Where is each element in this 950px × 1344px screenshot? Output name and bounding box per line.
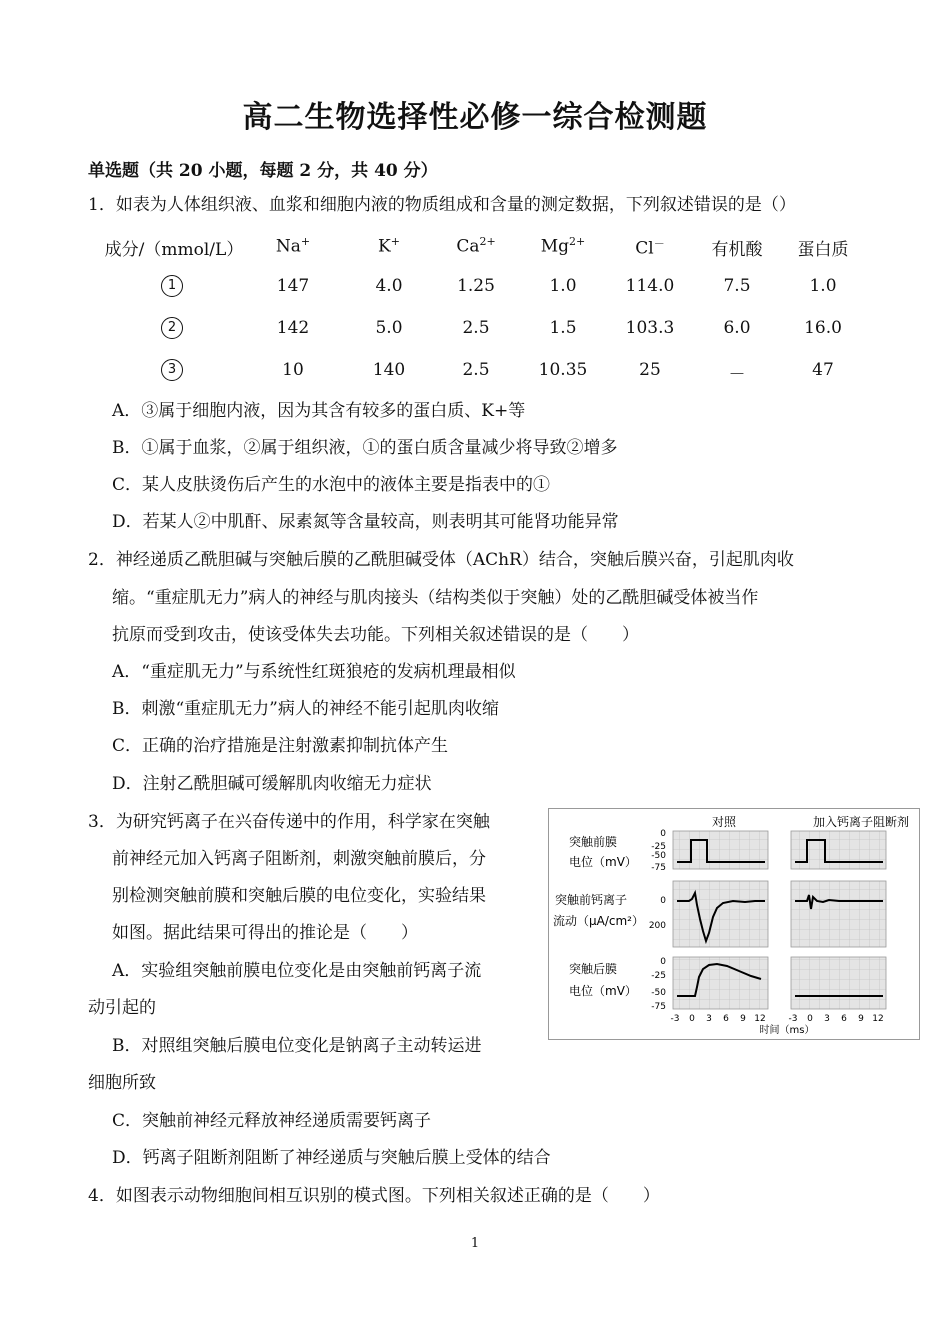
table-cell: 4.0 — [375, 276, 403, 296]
q2-option-d: D．注射乙酰胆碱可缓解肌肉收缩无力症状 — [112, 774, 432, 794]
figure-tick: -75 — [651, 1002, 666, 1012]
figure-row2-label: 流动（μA/cm²） — [553, 914, 644, 928]
table-cell: 5.0 — [375, 318, 403, 338]
figure-row3-label: 突触后膜 — [569, 962, 618, 976]
page-title: 高二生物选择性必修一综合检测题 — [242, 100, 708, 135]
q2-option-a: A．“重症肌无力”与系统性红斑狼疮的发病机理最相似 — [112, 662, 516, 682]
figure-tick: -25 — [651, 842, 666, 852]
plot-panel — [791, 881, 886, 947]
table-cell: 140 — [372, 360, 406, 380]
q3-stem-line3: 别检测突触前膜和突触后膜的电位变化，实验结果 — [112, 886, 486, 906]
figure-row2-label: 突触前钙离子 — [555, 893, 628, 907]
table-cell: 103.3 — [625, 318, 675, 338]
table-cell: 6.0 — [723, 318, 751, 338]
q3-stem-line2: 前神经元加入钙离子阻断剂，刺激突触前膜后，分 — [112, 849, 486, 869]
table-cell: 47 — [812, 360, 834, 380]
q1-option-a: A．③属于细胞内液，因为其含有较多的蛋白质、K+等 — [112, 401, 526, 421]
q3-option-b-line1: B．对照组突触后膜电位变化是钠离子主动转运进 — [112, 1036, 482, 1056]
q1-option-b: B．①属于血浆，②属于组织液，①的蛋白质含量减少将导致②增多 — [112, 438, 618, 458]
table-row-label: 1 — [132, 274, 212, 297]
table-header: K+ — [378, 235, 400, 257]
figure-x-tick: 3 — [824, 1014, 830, 1024]
page-number: 1 — [470, 1236, 480, 1251]
table-header: 蛋白质 — [797, 240, 849, 260]
figure-x-tick: 0 — [689, 1014, 695, 1024]
table-cell: 1.0 — [549, 276, 577, 296]
table-header: Cl－ — [635, 237, 665, 259]
plot-panel — [791, 957, 886, 1009]
table-cell: 147 — [276, 276, 310, 296]
table-cell: 1.25 — [457, 276, 495, 296]
q4-stem: 4．如图表示动物细胞间相互识别的模式图。下列相关叙述正确的是（ ） — [88, 1186, 660, 1206]
table-cell: － — [728, 365, 746, 385]
figure-column-blocker: 加入钙离子阻断剂 — [812, 815, 910, 829]
figure-tick: 0 — [660, 957, 666, 967]
table-cell: 7.5 — [723, 276, 751, 296]
q2-stem-line2: 缩。“重症肌无力”病人的神经与肌肉接头（结构类似于突触）处的乙酰胆碱受体被当作 — [112, 588, 759, 608]
table-header: 有机酸 — [711, 240, 763, 260]
table-cell: 10 — [282, 360, 304, 380]
table-row-label: 2 — [132, 316, 212, 339]
section-heading: 单选题（共 20 小题，每题 2 分，共 40 分） — [88, 161, 438, 181]
q3-stem-line1: 3．为研究钙离子在兴奋传递中的作用，科学家在突触 — [88, 812, 490, 832]
q3-figure — [548, 808, 920, 1040]
figure-row1-label: 突触前膜 — [569, 835, 618, 849]
q3-option-d: D．钙离子阻断剂阻断了神经递质与突触后膜上受体的结合 — [112, 1148, 551, 1168]
table-cell: 114.0 — [625, 276, 675, 296]
table-cell: 16.0 — [804, 318, 842, 338]
q1-stem: 1．如表为人体组织液、血浆和细胞内液的物质组成和含量的测定数据，下列叙述错误的是（） — [88, 195, 796, 215]
table-cell: 10.35 — [538, 360, 588, 380]
table-header: $Ca^{2+}$ — [456, 235, 496, 257]
figure-tick: 200 — [648, 921, 666, 931]
figure-x-tick: 0 — [807, 1014, 813, 1024]
table-cell: 2.5 — [462, 318, 490, 338]
figure-row1-label: 电位（mV） — [569, 855, 637, 869]
table-header: Na+ — [275, 235, 311, 257]
figure-row3-label: 电位（mV） — [569, 984, 637, 998]
figure-tick: 0 — [660, 896, 666, 906]
figure-x-tick: 12 — [754, 1014, 766, 1024]
plot-panel — [791, 831, 886, 869]
table-row-label: 3 — [132, 358, 212, 381]
figure-tick: -25 — [651, 971, 666, 981]
q3-stem-line4: 如图。据此结果可得出的推论是（ ） — [112, 923, 418, 943]
q3-figure-svg — [549, 809, 919, 1039]
figure-tick: -50 — [651, 851, 666, 861]
plot-panel — [673, 881, 768, 947]
q2-option-c: C．正确的治疗措施是注射激素抑制抗体产生 — [112, 736, 449, 756]
figure-column-control: 对照 — [711, 815, 737, 829]
figure-x-tick: 6 — [723, 1014, 729, 1024]
figure-x-tick: -3 — [788, 1014, 798, 1024]
figure-x-tick: 12 — [872, 1014, 884, 1024]
figure-x-tick: 6 — [841, 1014, 847, 1024]
q2-stem-line3: 抗原而受到攻击，使该受体失去功能。下列相关叙述错误的是（ ） — [112, 625, 639, 645]
table-header: $Mg^{2+}$ — [540, 235, 586, 257]
figure-x-tick: 3 — [706, 1014, 712, 1024]
figure-tick: 0 — [660, 829, 666, 839]
table-cell: 1.5 — [549, 318, 577, 338]
q3-option-a-line2: 动引起的 — [88, 998, 156, 1018]
figure-tick: -50 — [651, 988, 666, 998]
q3-option-c: C．突触前神经元释放神经递质需要钙离子 — [112, 1111, 432, 1131]
q3-option-a-line1: A．实验组突触前膜电位变化是由突触前钙离子流 — [112, 961, 482, 981]
table-cell: 2.5 — [462, 360, 490, 380]
figure-x-tick: 9 — [858, 1014, 864, 1024]
figure-x-tick: 9 — [740, 1014, 746, 1024]
table-cell: 25 — [639, 360, 661, 380]
q1-option-c: C．某人皮肤烫伤后产生的水泡中的液体主要是指表中的① — [112, 475, 551, 495]
table-header: 成分/（mmol/L） — [104, 240, 244, 260]
figure-tick: -75 — [651, 863, 666, 873]
plot-panel — [673, 831, 768, 869]
q1-option-d: D．若某人②中肌酐、尿素氮等含量较高，则表明其可能肾功能异常 — [112, 512, 619, 532]
figure-x-tick: -3 — [670, 1014, 680, 1024]
q3-option-b-line2: 细胞所致 — [88, 1073, 156, 1093]
table-cell: 1.0 — [809, 276, 837, 296]
figure-x-axis-label: 时间（ms） — [759, 1025, 815, 1036]
table-cell: 142 — [276, 318, 310, 338]
q2-option-b: B．刺激“重症肌无力”病人的神经不能引起肌肉收缩 — [112, 699, 499, 719]
q2-stem-line1: 2．神经递质乙酰胆碱与突触后膜的乙酰胆碱受体（AChR）结合，突触后膜兴奋，引起肌肉收 — [88, 550, 794, 570]
